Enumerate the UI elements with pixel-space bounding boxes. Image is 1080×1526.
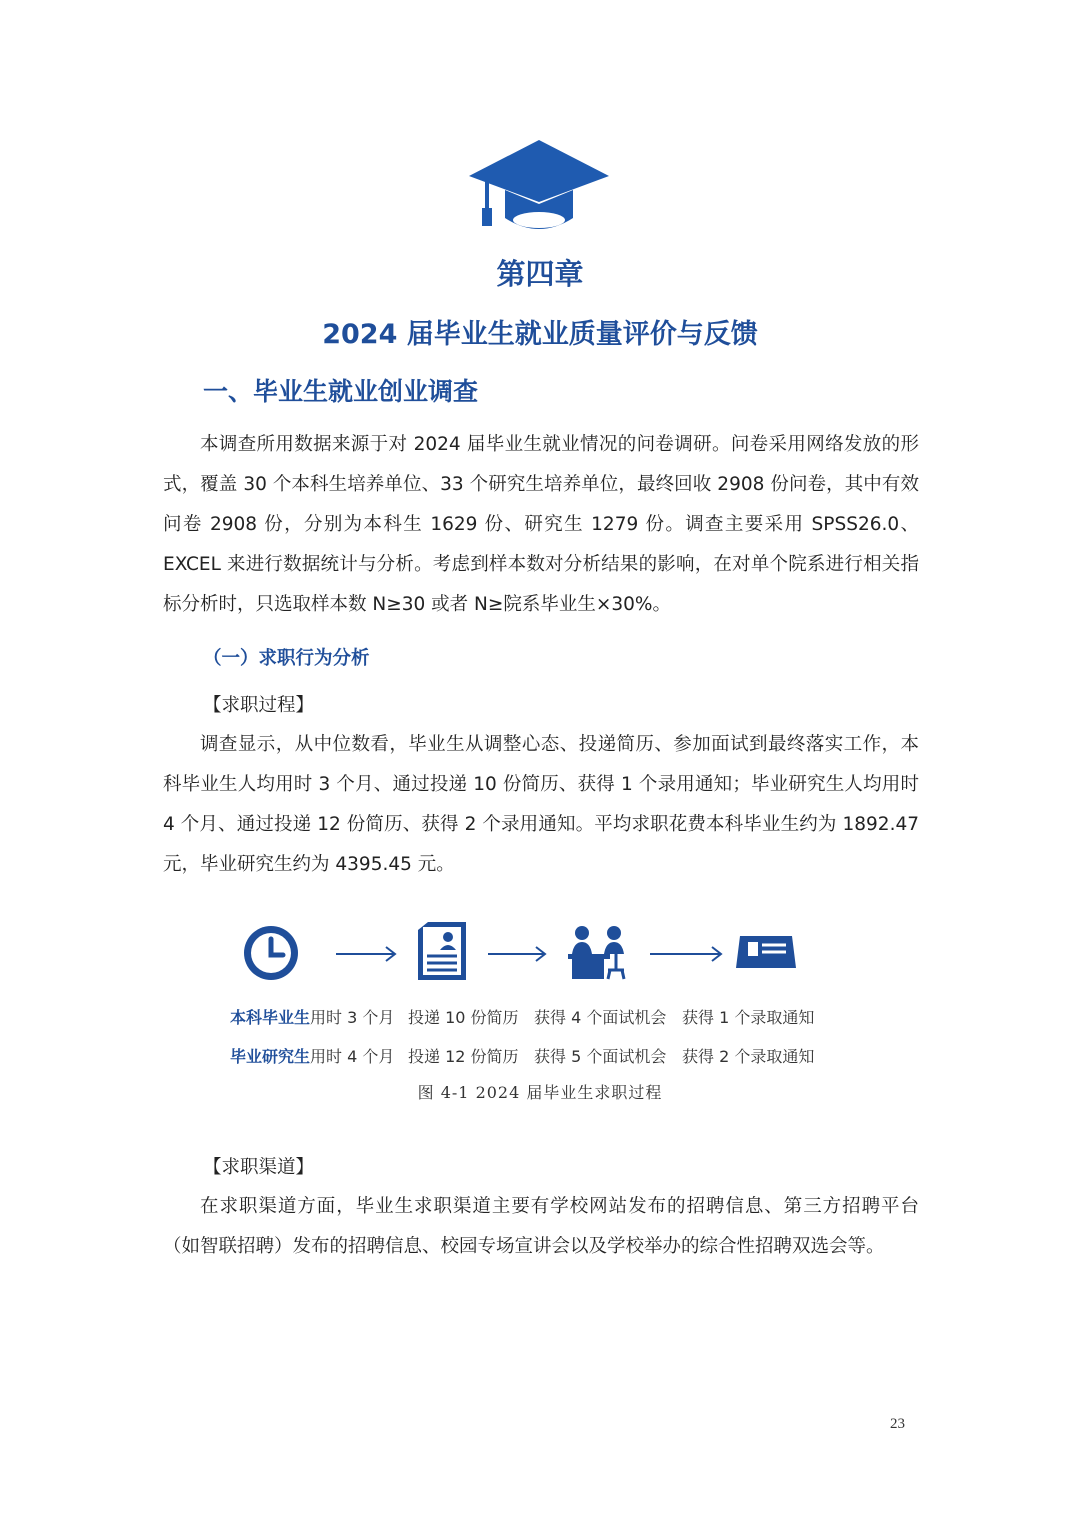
offer-card-icon [734,934,798,970]
row-offers: 获得 1 个录取通知 [682,1008,815,1027]
channel-paragraph: 在求职渠道方面，毕业生求职渠道主要有学校网站发布的招聘信息、第三方招聘平台（如智联招聘）发布的招聘信息、校园专场宣讲会以及学校举办的综合性招聘双选会等。 [163,1196,919,1257]
figure-row-undergrad [230,1005,814,1028]
subsection-heading: （一）求职行为分析 [203,648,370,669]
interview-icon [566,924,628,980]
graduation-cap-icon [467,140,611,236]
channel-label: 【求职渠道】 [203,1157,315,1178]
row-time: 用时 3 个月 [310,1008,395,1027]
row-time: 用时 4 个月 [310,1047,395,1066]
page-number: 23 [890,1416,905,1432]
process-paragraph: 调查显示，从中位数看，毕业生从调整心态、投递简历、参加面试到最终落实工作，本科毕业生人均用时 3 个月、通过投递 10 份简历、获得 1 个录用通知；毕业研究生人均用时 4 个月、通过投递 12 份简历、获得 2 个录用通知。平均求职花费本科毕业生约为 1892.47 元，毕业研究生约为 4395.45 元。 [163,734,919,875]
process-label: 【求职过程】 [203,695,315,716]
clock-icon [238,924,304,982]
row-lead: 本科毕业生 [230,1008,311,1027]
arrow-icon [334,944,398,964]
row-lead: 毕业研究生 [230,1047,311,1066]
figure-row-postgrad [230,1044,814,1067]
row-resumes: 投递 10 份简历 [408,1008,519,1027]
row-offers: 获得 2 个录取通知 [682,1047,815,1066]
row-interviews: 获得 4 个面试机会 [534,1008,667,1027]
chapter-title: 2024 届毕业生就业质量评价与反馈 [322,319,758,350]
intro-paragraph: 本调查所用数据来源于对 2024 届毕业生就业情况的问卷调研。问卷采用网络发放的形式，覆盖 30 个本科生培养单位、33 个研究生培养单位，最终回收 2908 份问卷，其中有效问卷 2908 份，分别为本科生 1629 份、研究生 1279 份。调查主要采用 SPSS26.0、EXCEL 来进行数据统计与分析。考虑到样本数对分析结果的影响，在对单个院系进行相关指标分析时，只选取样本数 N≥30 或者 N≥院系毕业生×30%。 [163,434,919,615]
chapter-number: 第四章 [496,257,584,291]
row-resumes: 投递 12 份简历 [408,1047,519,1066]
figure-caption: 图 4-1 2024 届毕业生求职过程 [417,1083,663,1102]
section-heading: 一、毕业生就业创业调查 [203,377,479,406]
row-interviews: 获得 5 个面试机会 [534,1047,667,1066]
arrow-icon [648,944,724,964]
resume-icon [416,920,468,982]
arrow-icon [486,944,548,964]
